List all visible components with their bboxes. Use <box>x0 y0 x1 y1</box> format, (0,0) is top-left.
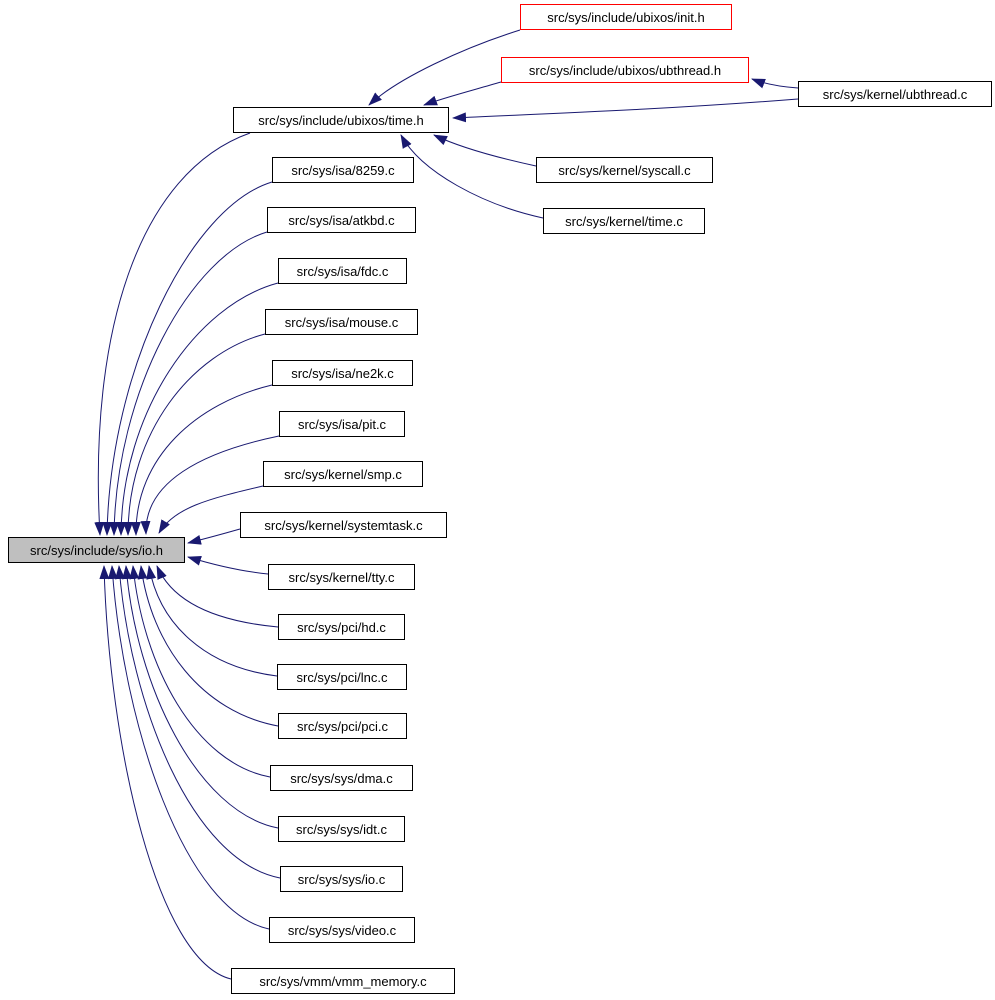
node-pci-pci-c[interactable] <box>278 713 407 739</box>
node-label: src/sys/isa/fdc.c <box>296 263 389 279</box>
edge-time_h-to-io_h <box>98 133 250 535</box>
node-time-h[interactable] <box>233 107 449 133</box>
node-label: src/sys/kernel/systemtask.c <box>264 517 423 533</box>
node-sys-video-c[interactable] <box>269 917 415 943</box>
edge-lnc-to-io_h <box>149 566 277 676</box>
node-label: src/sys/kernel/smp.c <box>284 466 402 482</box>
node-isa-atkbd-c[interactable] <box>267 207 416 233</box>
edge-init_h-to-time_h <box>369 30 520 105</box>
node-label: src/sys/isa/mouse.c <box>284 314 399 330</box>
node-sys-idt-c[interactable] <box>278 816 405 842</box>
node-isa-8259-c[interactable] <box>272 157 414 183</box>
node-label: src/sys/isa/atkbd.c <box>288 212 395 228</box>
node-vmm-memory-c[interactable] <box>231 968 455 994</box>
node-isa-ne2k-c[interactable] <box>272 360 413 386</box>
node-label: src/sys/kernel/tty.c <box>288 569 395 585</box>
node-kernel-systemtask-c[interactable] <box>240 512 447 538</box>
node-label: src/sys/isa/8259.c <box>291 162 395 178</box>
edge-ubthread_c-to-time_h <box>453 99 798 118</box>
node-label: src/sys/include/ubixos/ubthread.h <box>528 62 722 78</box>
node-init-h[interactable] <box>520 4 732 30</box>
node-kernel-tty-c[interactable] <box>268 564 415 590</box>
node-label: src/sys/pci/pci.c <box>296 718 388 734</box>
node-sys-dma-c[interactable] <box>270 765 413 791</box>
node-label: src/sys/include/sys/io.h <box>30 542 163 558</box>
edge-video-to-io_h <box>112 566 269 929</box>
node-label: src/sys/sys/dma.c <box>290 770 393 786</box>
edge-time_c-to-time_h <box>401 135 543 218</box>
node-label: src/sys/sys/video.c <box>287 922 397 938</box>
edge-idt-to-io_h <box>126 566 278 828</box>
edge-systemtask-to-io_h <box>188 529 240 543</box>
edge-ubthread_h-to-time_h <box>424 82 501 105</box>
node-pci-hd-c[interactable] <box>278 614 405 640</box>
edge-isa_8259-to-io_h <box>107 182 272 535</box>
node-label: src/sys/vmm/vmm_memory.c <box>259 973 427 989</box>
node-pci-lnc-c[interactable] <box>277 664 407 690</box>
node-ubthread-h[interactable] <box>501 57 749 83</box>
node-label: src/sys/kernel/time.c <box>565 213 683 229</box>
edge-io_c-to-io_h <box>119 566 280 878</box>
edge-dma-to-io_h <box>133 566 270 777</box>
edge-vmm-to-io_h <box>104 566 231 979</box>
node-label: src/sys/isa/pit.c <box>297 416 387 432</box>
node-label: src/sys/sys/idt.c <box>295 821 387 837</box>
edge-fdc-to-io_h <box>121 283 278 535</box>
node-label: src/sys/include/ubixos/time.h <box>258 112 424 128</box>
node-label: src/sys/pci/hd.c <box>297 619 386 635</box>
edge-ubthread_c-to-ubthread_h <box>752 79 798 88</box>
node-label: src/sys/pci/lnc.c <box>296 669 388 685</box>
edge-atkbd-to-io_h <box>114 232 267 535</box>
node-isa-mouse-c[interactable] <box>265 309 418 335</box>
edge-pci-to-io_h <box>141 566 278 726</box>
node-time-c[interactable] <box>543 208 705 234</box>
edge-tty-to-io_h <box>188 557 268 574</box>
node-syscall-c[interactable] <box>536 157 713 183</box>
node-io-h-focus <box>8 537 185 563</box>
node-kernel-smp-c[interactable] <box>263 461 423 487</box>
node-ubthread-c[interactable] <box>798 81 992 107</box>
node-sys-io-c[interactable] <box>280 866 403 892</box>
node-label: src/sys/kernel/ubthread.c <box>822 86 968 102</box>
node-isa-pit-c[interactable] <box>279 411 405 437</box>
edge-hd-to-io_h <box>157 566 278 627</box>
node-label: src/sys/include/ubixos/init.h <box>547 9 705 25</box>
node-label: src/sys/isa/ne2k.c <box>291 365 394 381</box>
node-isa-fdc-c[interactable] <box>278 258 407 284</box>
edge-syscall_c-to-time_h <box>434 135 536 166</box>
node-label: src/sys/kernel/syscall.c <box>558 162 691 178</box>
node-label: src/sys/sys/io.c <box>297 871 386 887</box>
